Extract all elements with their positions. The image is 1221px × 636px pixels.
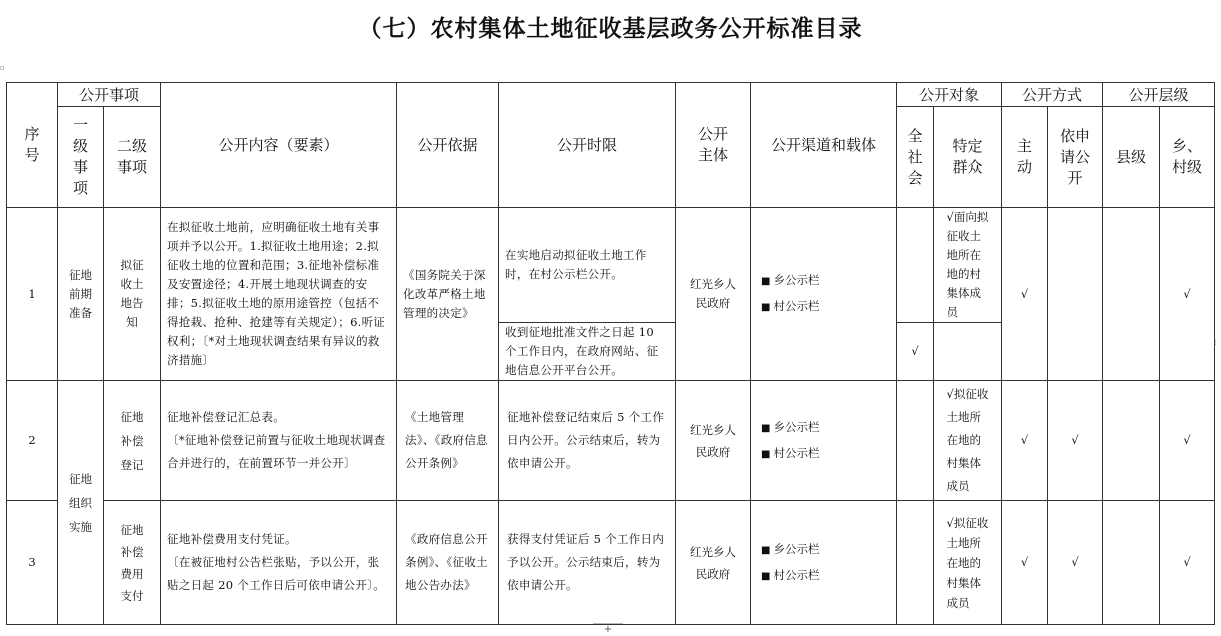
row2-basis: 《土地管理法》、《政府信息公开条例》 — [397, 381, 499, 501]
row1-deadline-b: 收到征地批准文件之日起 10 个工作日内，在政府网站、征地信息公开平台公开。 — [499, 323, 676, 381]
row1-county — [1103, 208, 1160, 381]
row2-content — [161, 381, 397, 501]
row1-town: √ — [1160, 208, 1215, 381]
header-basis: 公开依据 — [397, 83, 499, 208]
add-row-button[interactable]: + — [593, 623, 623, 636]
header-deadline: 公开时限 — [499, 83, 676, 208]
row1-apply — [1048, 208, 1103, 381]
row1-level2: 拟征收土地告知 — [104, 208, 161, 381]
header-layer-town: 乡、村级 — [1160, 107, 1215, 208]
row3-content-main: 征地补偿费用支付凭证。 — [167, 532, 297, 546]
channel-item: ■ 村公示栏 — [761, 445, 820, 460]
row1-target-all: √ — [897, 323, 934, 381]
table-row — [7, 381, 1215, 501]
row3-content — [161, 501, 397, 625]
table-row — [7, 208, 1215, 323]
table-row — [7, 501, 1215, 625]
row3-basis: 《政府信息公开条例》、《征收土地公告办法》 — [397, 501, 499, 625]
channel-item: ■ 乡公示栏 — [761, 541, 820, 556]
header-items: 公开事项 — [58, 83, 161, 107]
header-method: 公开方式 — [1002, 83, 1103, 107]
row2-seq: 2 — [7, 381, 58, 501]
row2-deadline: 征地补偿登记结束后 5 个工作日内公开。公示结束后，转为依申请公开。 — [499, 381, 676, 501]
row3-town: √ — [1160, 501, 1215, 625]
header-method-apply: 依申请公开 — [1048, 107, 1103, 208]
header-subject: 公开主体 — [676, 83, 751, 208]
row3-target-all — [897, 501, 934, 625]
row3-subject: 红光乡人民政府 — [676, 501, 751, 625]
row2-channels — [751, 381, 897, 501]
header-method-active: 主动 — [1002, 107, 1048, 208]
row1-basis: 《国务院关于深化改革严格土地管理的决定》 — [397, 208, 499, 381]
row2-level2: 征地补偿登记 — [104, 381, 161, 501]
row2-target-specific: √拟征收土地所在地的村集体成员 — [934, 381, 1002, 501]
row2-content-main: 征地补偿登记汇总表。 — [167, 410, 286, 424]
row2-target-all — [897, 381, 934, 501]
header-level2: 二级事项 — [104, 107, 161, 208]
row3-seq: 3 — [7, 501, 58, 625]
channel-item: ■ 乡公示栏 — [761, 273, 820, 287]
channel-item: ■ 村公示栏 — [761, 567, 820, 582]
row1-seq: 1 — [7, 208, 58, 381]
header-target: 公开对象 — [897, 83, 1002, 107]
row1-active: √ — [1002, 208, 1048, 381]
row2-town: √ — [1160, 381, 1215, 501]
row3-target-specific: √拟征收土地所在地的村集体成员 — [934, 501, 1002, 625]
row2-subject: 红光乡人民政府 — [676, 381, 751, 501]
anchor-marker-icon: ▫ — [0, 64, 5, 72]
row1-target-specific: √面向拟征收土地所在地的村集体成员 — [934, 208, 1002, 323]
row1-deadline-a: 在实地启动拟征收土地工作时，在村公示栏公开。 — [499, 208, 676, 323]
row1-target-all-empty — [897, 208, 934, 323]
header-target-all: 全社会 — [897, 107, 934, 208]
channel-item: ■ 村公示栏 — [761, 299, 820, 313]
catalog-table — [6, 82, 1215, 625]
page-title: （七）农村集体土地征收基层政务公开标准目录 — [358, 16, 863, 42]
channel-item: ■ 乡公示栏 — [761, 419, 820, 434]
row1-subject: 红光乡人民政府 — [676, 208, 751, 381]
header-content: 公开内容（要素） — [161, 83, 397, 208]
header-channel: 公开渠道和载体 — [751, 83, 897, 208]
scroll-edge-indicator: ⁞ — [1214, 338, 1217, 347]
row3-content-note: 〔在被征地村公告栏张贴，予以公开，张贴之日起 20 个工作日后可依申请公开〕。 — [167, 555, 386, 592]
row2-county — [1103, 381, 1160, 501]
row3-county — [1103, 501, 1160, 625]
row1-target-specific-empty — [934, 323, 1002, 381]
header-row-top — [7, 83, 1215, 107]
header-layer: 公开层级 — [1103, 83, 1215, 107]
row3-deadline: 获得支付凭证后 5 个工作日内予以公开。公示结束后，转为依申请公开。 — [499, 501, 676, 625]
row2-content-note: 〔*征地补偿登记前置与征收土地现状调查合并进行的，在前置环节一并公开〕 — [167, 433, 386, 470]
row2-level1: 征地组织实施 — [58, 381, 104, 625]
row1-level1: 征地前期准备 — [58, 208, 104, 381]
row1-channels — [751, 208, 897, 381]
row1-content: 在拟征收土地前，应明确征收土地有关事项并予以公开。1.拟征收土地用途；2.拟征收土地的位置和范围；3.征地补偿标准及安置途径；4.开展土地现状调查的安排；5.拟征收土地的原用途管控（包括不得抢栽、抢种、抢建等有关规定）；6.听证权利；〔*对土地现状调查结果有异议的救济措施〕 — [161, 208, 397, 381]
header-target-specific: 特定群众 — [934, 107, 1002, 208]
header-layer-county: 县级 — [1103, 107, 1160, 208]
row3-channels — [751, 501, 897, 625]
header-level1: 一级事项 — [58, 107, 104, 208]
row3-active: √ — [1002, 501, 1048, 625]
row2-apply: √ — [1048, 381, 1103, 501]
row3-apply: √ — [1048, 501, 1103, 625]
row3-level2: 征地补偿费用支付 — [104, 501, 161, 625]
row2-active: √ — [1002, 381, 1048, 501]
header-seq: 序号 — [7, 83, 58, 208]
